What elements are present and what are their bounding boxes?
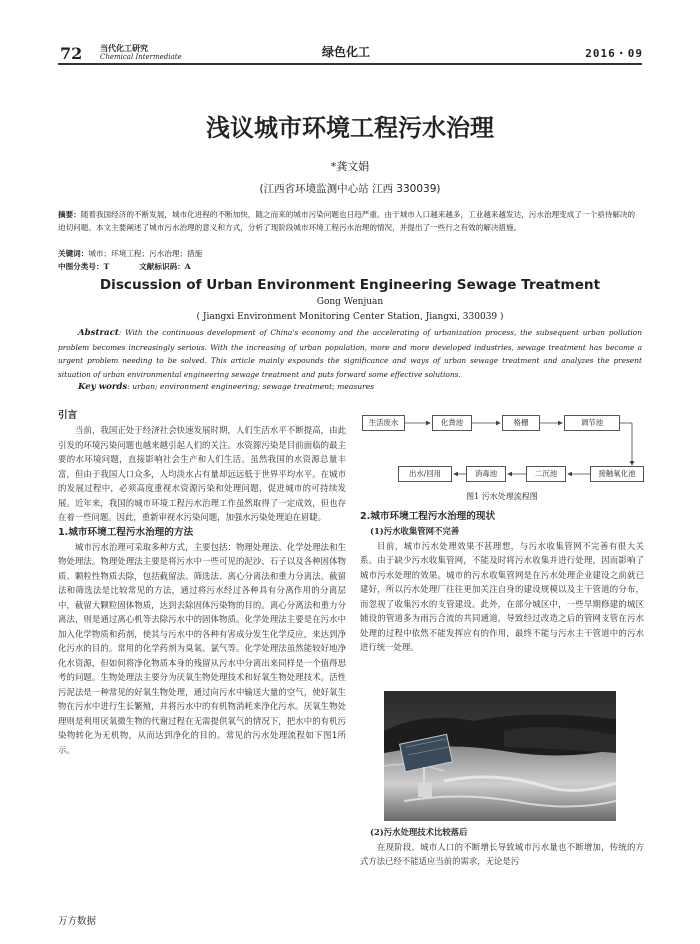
keywords-cn-text: 城市；环境工程；污水治理；措施 [88, 249, 203, 258]
keywords-cn-label: 关键词： [58, 249, 89, 258]
issue-label: 2016・09 [585, 47, 643, 60]
article-title-en: Discussion of Urban Environment Engineering Sewage Treatment [99, 277, 601, 293]
subsection1-paragraph: 目前，城市污水处理效果不甚理想，与污水收集管网不完善有很大关系。由于缺少污水收集管网，不能及时将污水收集并进行处理，因而影响了城市污水处理的效果。城市的污水收集管网是在污水处理企业建设之前就已建好，所以污水处理厂往往更加关注自身的建设规模以及主干管道的分布，而忽视了收集污水的支管建设。此外，在部分城区中，一些早期修建的城区铺设的管道多为雨污合流的共同通道，导致经过改造之后的管网支管在污水处理的过程中依然不能发挥应有的作用，最终不能与污水主干管道中的污水进行统一处理。 [360, 540, 644, 652]
abstract-cn-label: 摘要： [58, 210, 81, 219]
doc-code-value: A [184, 262, 191, 271]
intro-paragraph: 当前，我国正处于经济社会快速发展时期，人们生活水平不断提高，由此引发的环境污染问题也越来越引起人们的关注。水资源污染是目前面临的最主要的水环境问题，直接影响社会生产和人们生活。虽然我国的水资源总量丰富，但由于我国人口众多，人均淡水占有量却远远低于世界平均水平。在城市的发展过程中，必须高度重视水资源污染和处理问题，促进城市的可持续发展。近年来，我国的城市环境工程污水治理工作虽然取得了一定成效，但也存在着一些问题。因此，重新审视水污染问题，加强水污染处理迫在眉睫。 [58, 425, 346, 522]
classification-line [58, 261, 642, 274]
flow-node-domestic-sewage: 生活废水 [362, 415, 405, 431]
section-name: 绿色化工 [322, 45, 371, 59]
flow-node-septic-tank: 化粪池 [432, 415, 472, 431]
flow-node-regulating-tank: 调节池 [564, 415, 620, 431]
subsection2-heading: (2)污水处理技术比较落后 [370, 827, 468, 837]
abstract-en-text: : With the continuous development of China's economy and the accelerating of urbanization process, the subsequent urban pollution problem becomes increasingly serious. With the increasing of urban population, more and more developed industries, sewage treatment has become a urgent problem needing to be solved. This article mainly expounds the significance and ways of urban sewage treatment and analyzes the present situation of urban environmental engineering sewage treatment and puts forward some effective solutions. [58, 328, 642, 379]
flow-node-effluent-reuse: 出水/回用 [398, 466, 452, 482]
figure1-caption: 图1 污水处理流程图 [466, 492, 538, 501]
right-column-bottom [360, 825, 644, 869]
flow-node-secondary-clarifier: 二沉池 [526, 466, 566, 482]
header-rule [58, 63, 642, 65]
article-title-cn: 浅议城市环境工程污水治理 [206, 114, 494, 142]
keywords-cn [58, 248, 642, 261]
subsection1-heading: (1)污水收集管网不完善 [370, 526, 460, 536]
doc-code-label: 文献标识码： [139, 262, 185, 271]
intro-heading: 引言 [58, 410, 78, 421]
affiliation-en: ( Jiangxi Environment Monitoring Center Station, Jiangxi, 330039 ) [196, 312, 504, 322]
keywords-en-label: Key words [78, 382, 128, 392]
author-en: Gong Wenjuan [316, 297, 384, 307]
sewage-photo [384, 691, 616, 821]
section1-heading: 1.城市环境工程污水治理的方法 [58, 526, 194, 538]
left-column [58, 408, 346, 757]
author-cn: *龚文娟 [330, 160, 370, 173]
journal-name-en: Chemical Intermediate [100, 53, 182, 61]
footer-watermark: 万方数据 [58, 916, 97, 927]
keywords-en [78, 382, 642, 392]
flow-node-contact-oxidation: 接触氧化池 [590, 466, 644, 482]
abstract-en-label: Abstract [78, 328, 119, 338]
keywords-en-text: : urban; environment engineering; sewage treatment; measures [127, 382, 375, 391]
abstract-en [58, 326, 642, 381]
abstract-cn-text: 随着我国经济的不断发展，城市化进程的不断加快，随之而来的城市污染问题也日趋严重。由于城市人口越来越多，工业越来越发达，污水治理变成了一个亟待解决的迫切问题。本文主要阐述了城市污水治理的意义和方式，分析了现阶段城市环境工程污水治理的情况，并提出了一些行之有效的解决措施。 [58, 210, 636, 232]
section1-paragraph: 城市污水治理可采取多种方式，主要包括：物理处理法、化学处理法和生物处理法。物理处理法主要是将污水中一些可见的泥沙、石子以及各种固体物质、颗粒性物质去除，包括截留法、筛选法、离心分离法和重力分离法。截留法和筛选法是比较常见的方法，通过将污水经过各种具有分离作用的分离层中，截留大颗粒固体物质，达到去除固体污染物的目的。离心分离法和重力分离法，则是通过离心机等去除污水中的固体物质。化学处理法主要是在污水中加入化学物质和药剂，使其与污水中的各种有害成分发生化学反应，来达到净化污水的目的。常用的化学药剂为臭氧、氯气等。化学处理法虽然能较好地净化水资源，但如何将净化物质本身的残留从污水中分离出来同样是一个值得思考的问题。生物处理法主要分为厌氧生物处理技术和好氧生物处理技术。活性污泥法是一种常见的好氧生物处理，通过向污水中输送大量的空气，使好氧生物在污水中进行生长繁殖，并将污水中的有机物消耗来净化污水。厌氧生物处理则是利用厌氧微生物的代谢过程在无需提供氧气的情况下，把水中的有机污染物转化为无机物，从而达到净化的目的。常见的污水处理流程如下图1所示。 [58, 541, 346, 755]
affiliation-cn: (江西省环境监测中心站 江西 330039) [259, 183, 441, 195]
page-number: 72 [60, 44, 83, 63]
sewage-photo-image [384, 691, 616, 821]
abstract-cn [58, 209, 642, 234]
flow-node-grille: 格栅 [502, 415, 540, 431]
class-label: 中图分类号： [58, 262, 104, 271]
subsection2-paragraph: 在现阶段，城市人口的不断增长导致城市污水量也不断增加，传统的方式方法已经不能适应当前的需求，无论是污 [360, 841, 644, 866]
journal-name-cn: 当代化工研究 [100, 44, 148, 53]
class-value: T [103, 262, 110, 271]
section2-heading: 2.城市环境工程污水治理的现状 [360, 511, 496, 522]
flow-node-disinfection-tank: 消毒池 [466, 466, 506, 482]
right-column-top [360, 509, 644, 655]
